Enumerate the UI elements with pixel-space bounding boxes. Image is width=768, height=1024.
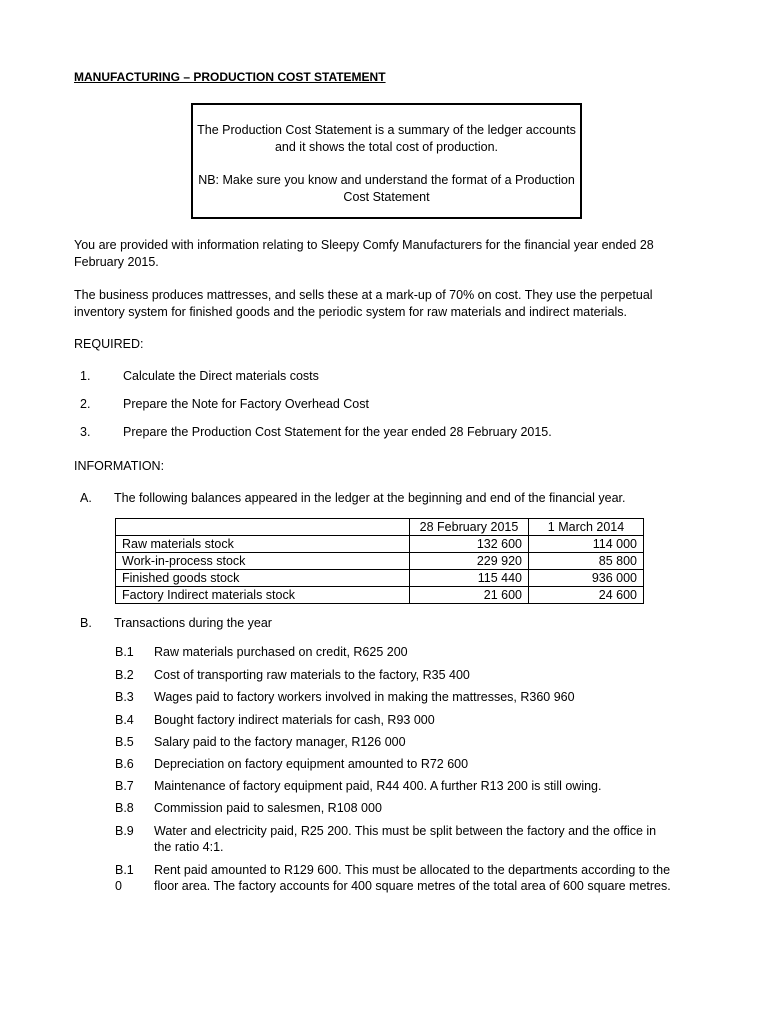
- transaction-code: B.9: [115, 824, 134, 838]
- table-cell: 24 600: [529, 587, 644, 604]
- table-cell: 132 600: [410, 536, 529, 553]
- note-box: [191, 103, 582, 219]
- note-summary: The Production Cost Statement is a summary of the ledger accounts and it shows the total cost of production.: [197, 123, 576, 154]
- table-cell: 114 000: [529, 536, 644, 553]
- required-item-number: 2.: [80, 397, 91, 411]
- transaction-code: B.2: [115, 668, 134, 682]
- transaction-text: Raw materials purchased on credit, R625 200: [154, 645, 408, 659]
- table-cell: Raw materials stock: [116, 536, 410, 553]
- required-item-text: Prepare the Production Cost Statement for the year ended 28 February 2015.: [123, 425, 552, 439]
- transaction-code: B.3: [115, 690, 134, 704]
- table-cell: 85 800: [529, 553, 644, 570]
- transaction-code: B.5: [115, 735, 134, 749]
- transaction-code: B.7: [115, 779, 134, 793]
- table-row: [116, 587, 644, 604]
- table-cell: 21 600: [410, 587, 529, 604]
- transaction-code: B.4: [115, 713, 134, 727]
- table-row: [116, 536, 644, 553]
- business-paragraph: The business produces mattresses, and sells these at a mark-up of 70% on cost. They use the perpetual inventory system for finished goods and the periodic system for raw materials and indirect materials.: [74, 288, 653, 319]
- table-cell: Work-in-process stock: [116, 553, 410, 570]
- section-a-text: The following balances appeared in the ledger at the beginning and end of the financial year.: [114, 491, 626, 505]
- required-item-text: Calculate the Direct materials costs: [123, 369, 319, 383]
- table-cell: 229 920: [410, 553, 529, 570]
- section-b-label: B.: [80, 616, 92, 630]
- table-row: [116, 570, 644, 587]
- table-header-row: [116, 519, 644, 536]
- note-nb: NB: Make sure you know and understand the format of a Production Cost Statement: [198, 173, 575, 204]
- information-heading: INFORMATION:: [74, 459, 165, 473]
- transaction-text: Commission paid to salesmen, R108 000: [154, 801, 382, 815]
- section-b-text: Transactions during the year: [114, 616, 272, 630]
- table-row: [116, 553, 644, 570]
- required-item-text: Prepare the Note for Factory Overhead Cost: [123, 397, 369, 411]
- required-heading: REQUIRED:: [74, 337, 144, 351]
- intro-paragraph: You are provided with information relating to Sleepy Comfy Manufacturers for the financial year ended 28 February 2015.: [74, 238, 654, 269]
- balances-table: [115, 518, 644, 604]
- transaction-text: Depreciation on factory equipment amounted to R72 600: [154, 757, 469, 771]
- transaction-text: Maintenance of factory equipment paid, R44 400. A further R13 200 is still owing.: [154, 779, 602, 793]
- transaction-code: B.1 0: [115, 863, 134, 893]
- transaction-text: Wages paid to factory workers involved in making the mattresses, R360 960: [154, 690, 575, 704]
- transaction-code: B.6: [115, 757, 134, 771]
- transaction-text: Salary paid to the factory manager, R126 000: [154, 735, 406, 749]
- transaction-text: Bought factory indirect materials for cash, R93 000: [154, 713, 435, 727]
- section-a-label: A.: [80, 491, 92, 505]
- required-item-number: 3.: [80, 425, 91, 439]
- table-cell: 936 000: [529, 570, 644, 587]
- table-cell: 115 440: [410, 570, 529, 587]
- table-cell: Factory Indirect materials stock: [116, 587, 410, 604]
- transaction-text: Cost of transporting raw materials to the factory, R35 400: [154, 668, 470, 682]
- transaction-text: Water and electricity paid, R25 200. This must be split between the factory and the office in the ratio 4:1.: [154, 824, 657, 854]
- table-cell: Finished goods stock: [116, 570, 410, 587]
- table-header-cell: 28 February 2015: [410, 519, 529, 536]
- transaction-code: B.8: [115, 801, 134, 815]
- required-item-number: 1.: [80, 369, 91, 383]
- transaction-text: Rent paid amounted to R129 600. This must be allocated to the departments according to the floor area. The factory accounts for 400 square metres of the total area of 600 square metres.: [154, 863, 671, 893]
- transaction-code: B.1: [115, 645, 134, 659]
- table-header-cell: 1 March 2014: [529, 519, 644, 536]
- table-header-cell: [116, 519, 410, 536]
- page-title: MANUFACTURING – PRODUCTION COST STATEMENT: [74, 70, 386, 84]
